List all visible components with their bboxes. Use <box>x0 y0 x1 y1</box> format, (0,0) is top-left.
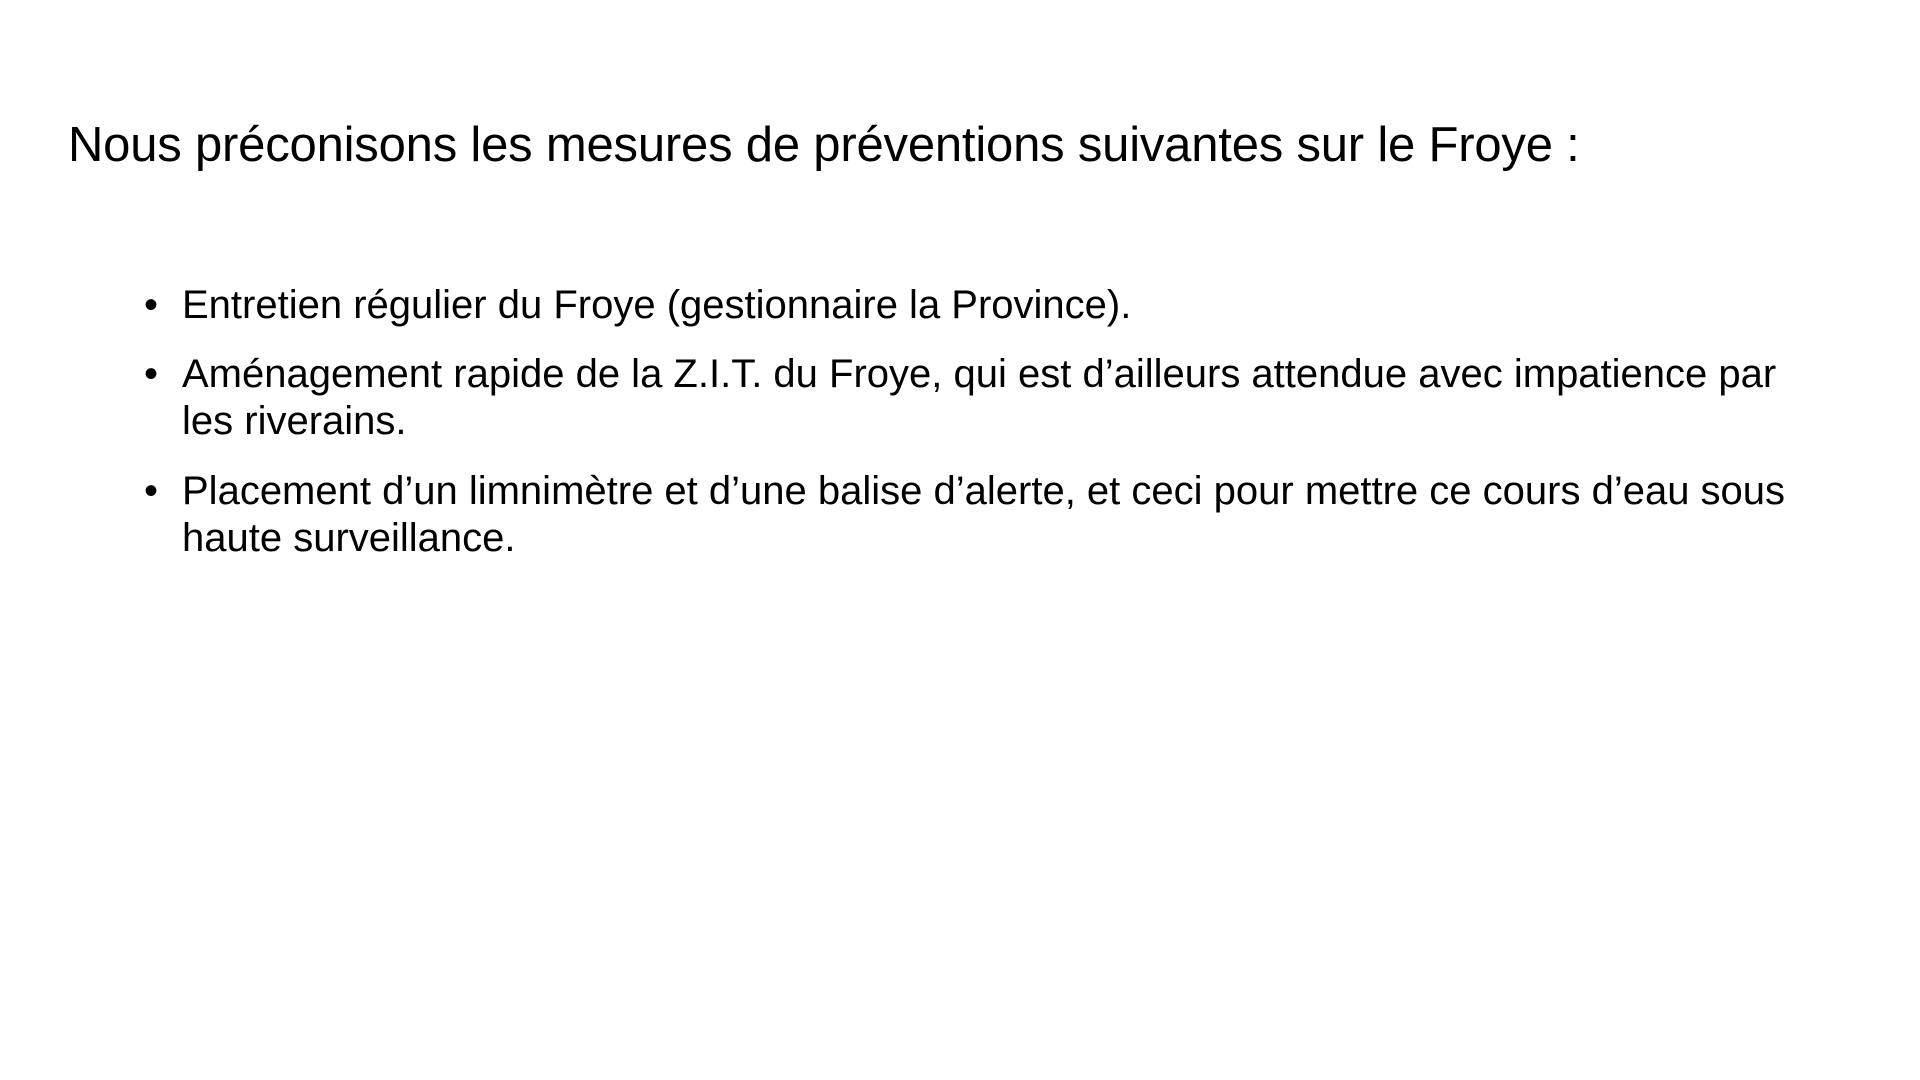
list-item-text: Entretien régulier du Froye (gestionnaire la Province). <box>182 283 1132 327</box>
list-item <box>140 351 1790 445</box>
bullet-point-icon: • <box>144 468 159 513</box>
page-title: Nous préconisons les mesures de préventions suivantes sur le Froye : <box>68 117 1580 172</box>
bullet-point-icon: • <box>144 352 159 397</box>
list-item <box>140 468 1790 562</box>
bullet-point-icon: • <box>144 283 159 327</box>
list-item-text: Placement d’un limnimètre et d’une balise d’alerte, et ceci pour mettre ce cours d’eau sous haute surveillance. <box>182 468 1786 560</box>
list-item-text: Aménagement rapide de la Z.I.T. du Froye, qui est d’ailleurs attendue avec impatience par les riverains. <box>182 352 1777 444</box>
list-item <box>140 282 1790 329</box>
bullet-list <box>140 282 1790 562</box>
